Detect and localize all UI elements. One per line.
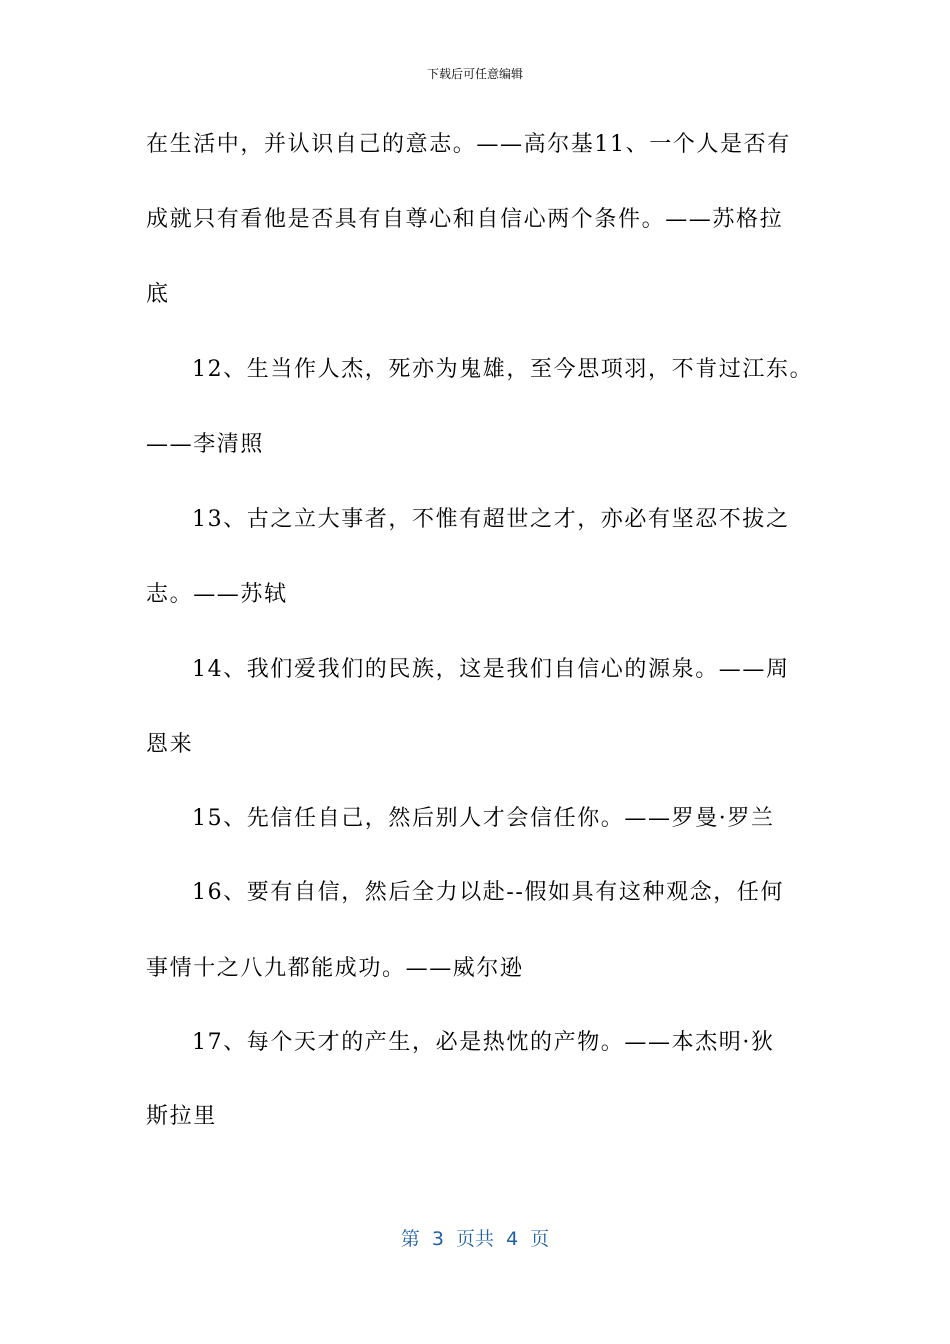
text-line: 成就只有看他是否具有自尊心和自信心两个条件。——苏格拉	[146, 207, 784, 232]
page-header: 下载后可任意编辑	[426, 67, 523, 81]
text-line: 恩来	[146, 732, 194, 757]
text-line: ——李清照	[146, 432, 265, 457]
text-line: 底	[146, 282, 170, 307]
text-line: 12、生当作人杰，死亦为鬼雄，至今思项羽，不肯过江东。	[192, 357, 814, 382]
text-line: 在生活中，并认识自己的意志。——高尔基11、一个人是否有	[146, 132, 791, 157]
text-line: 14、我们爱我们的民族，这是我们自信心的源泉。——周	[192, 657, 790, 682]
text-line: 志。——苏轼	[146, 582, 288, 607]
text-line: 17、每个天才的产生，必是热忱的产物。——本杰明·狄	[192, 1030, 775, 1055]
text-line: 16、要有自信，然后全力以赴--假如具有这种观念，任何	[192, 880, 785, 905]
text-line: 15、先信任自己，然后别人才会信任你。——罗曼·罗兰	[192, 806, 775, 831]
text-line: 13、古之立大事者，不惟有超世之才，亦必有坚忍不拔之	[192, 507, 790, 532]
page-number-footer: 第 3 页共 4 页	[400, 1228, 550, 1250]
text-line: 斯拉里	[146, 1104, 217, 1129]
text-line: 事情十之八九都能成功。——威尔逊	[146, 956, 524, 981]
